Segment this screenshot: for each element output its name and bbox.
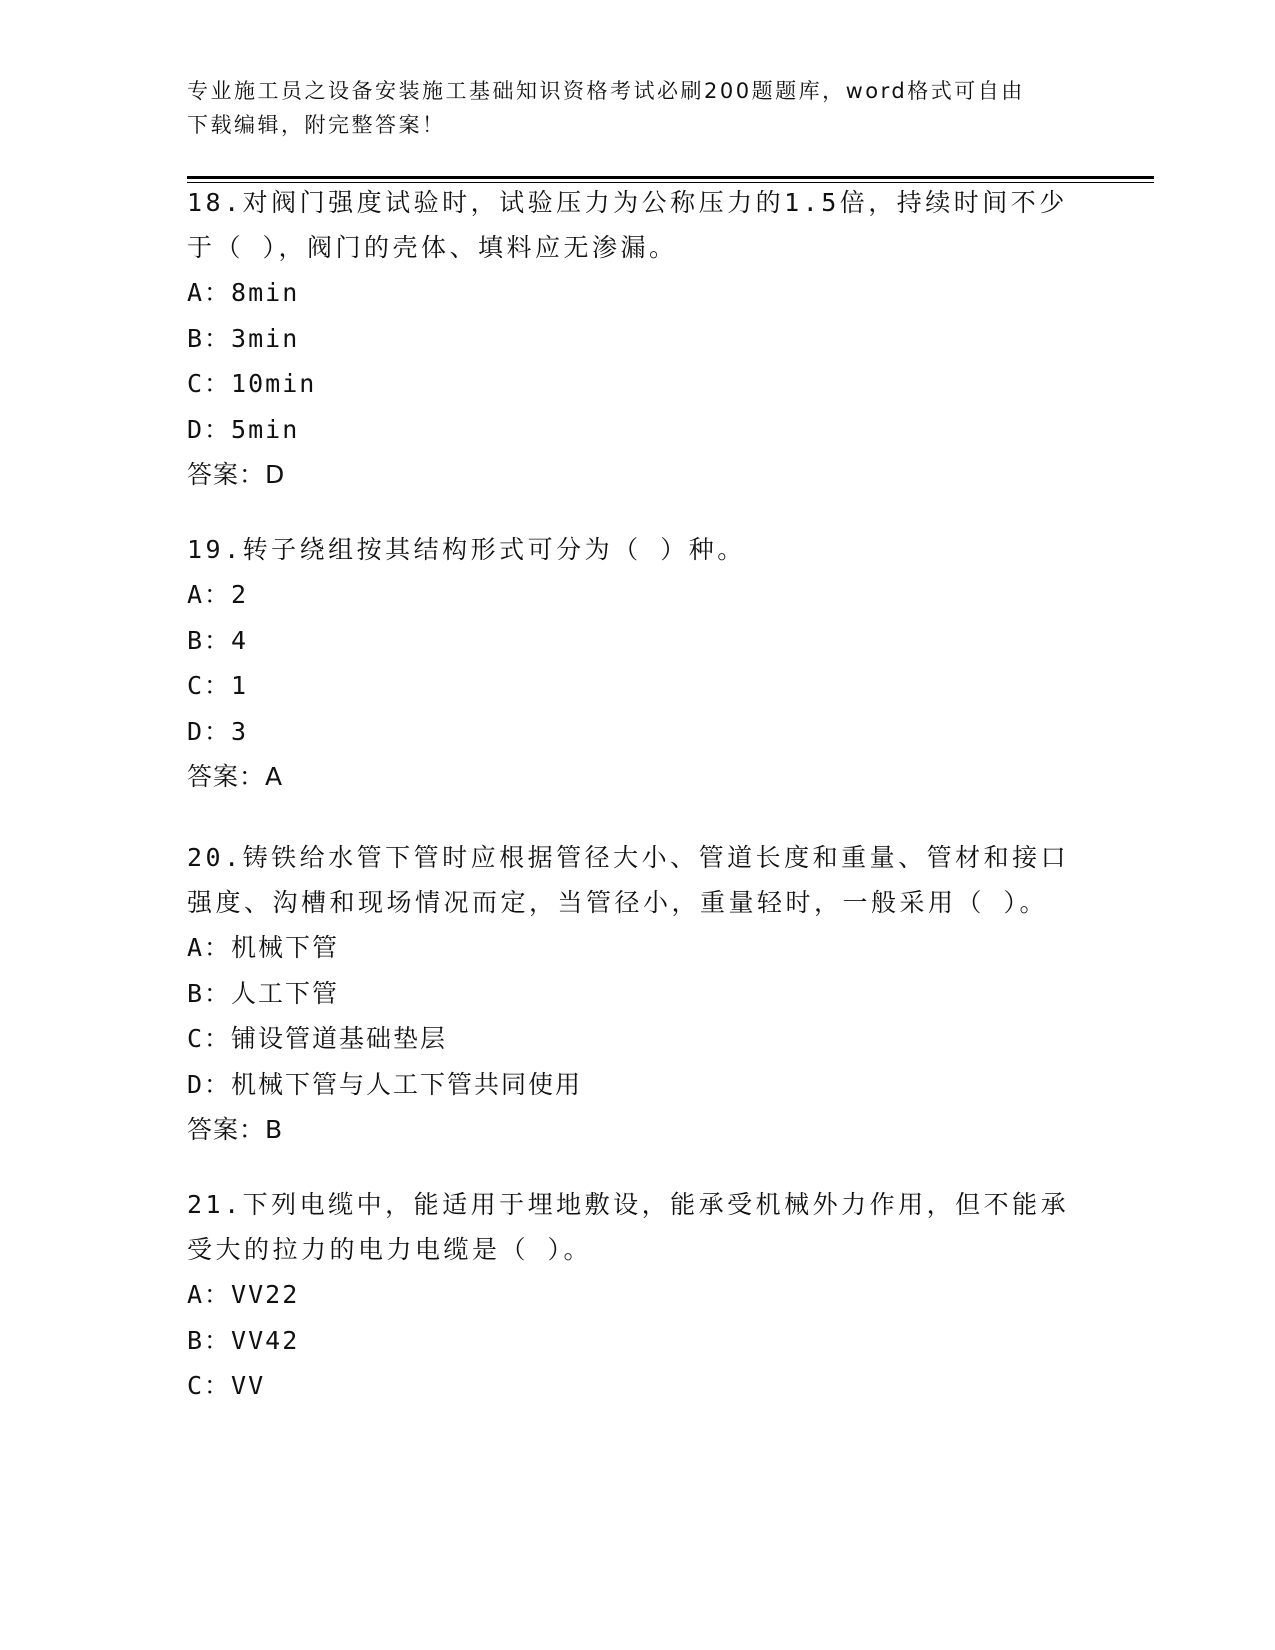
option-a: A：VV22 [187,1280,300,1309]
answer-key: 答案：D [187,460,286,489]
option-a: A：机械下管 [187,933,340,962]
option-b: B：3min [187,323,300,353]
option-c: C：1 [187,671,249,700]
answer-key: 答案：B [187,1115,284,1144]
option-b: B：VV42 [187,1325,300,1355]
option-c: C：VV [187,1371,266,1400]
question-stem-line-2: 于（ ），阀门的壳体、填料应无渗漏。 [187,233,678,262]
option-c: C：铺设管道基础垫层 [187,1024,448,1053]
question-18 [187,180,1087,497]
question-stem-line-1: 21.下列电缆中，能适用于埋地敷设，能承受机械外力作用，但不能承 [187,1190,1070,1219]
header-line-1: 专业施工员之设备安装施工基础知识资格考试必刷200题题库，word格式可自由 [187,79,1025,103]
question-stem-line-1: 18.对阀门强度试验时，试验压力为公称压力的1.5倍，持续时间不少 [187,188,1068,217]
option-d: D：机械下管与人工下管共同使用 [187,1069,583,1099]
option-d: D：3 [187,716,249,746]
option-a: A：8min [187,278,300,307]
question-21 [187,1182,1087,1409]
question-20 [187,835,1087,1152]
question-stem-line-1: 20.铸铁给水管下管时应根据管径大小、管道长度和重量、管材和接口 [187,843,1070,872]
answer-key: 答案：A [187,762,284,791]
question-19 [187,527,1087,799]
option-b: B：4 [187,625,249,655]
question-stem-line-2: 受大的拉力的电力电缆是（ ）。 [187,1235,593,1264]
option-c: C：10min [187,369,317,398]
question-stem-line-2: 强度、沟槽和现场情况而定，当管径小，重量轻时，一般采用（ ）。 [187,888,1049,917]
question-stem-line-1: 19.转子绕组按其结构形式可分为（ ）种。 [187,535,746,564]
document-header [187,74,1067,142]
option-b: B：人工下管 [187,978,340,1008]
header-line-2: 下载编辑，附完整答案！ [187,113,446,137]
header-divider-thick [187,176,1154,179]
option-a: A：2 [187,580,249,609]
option-d: D：5min [187,414,300,444]
